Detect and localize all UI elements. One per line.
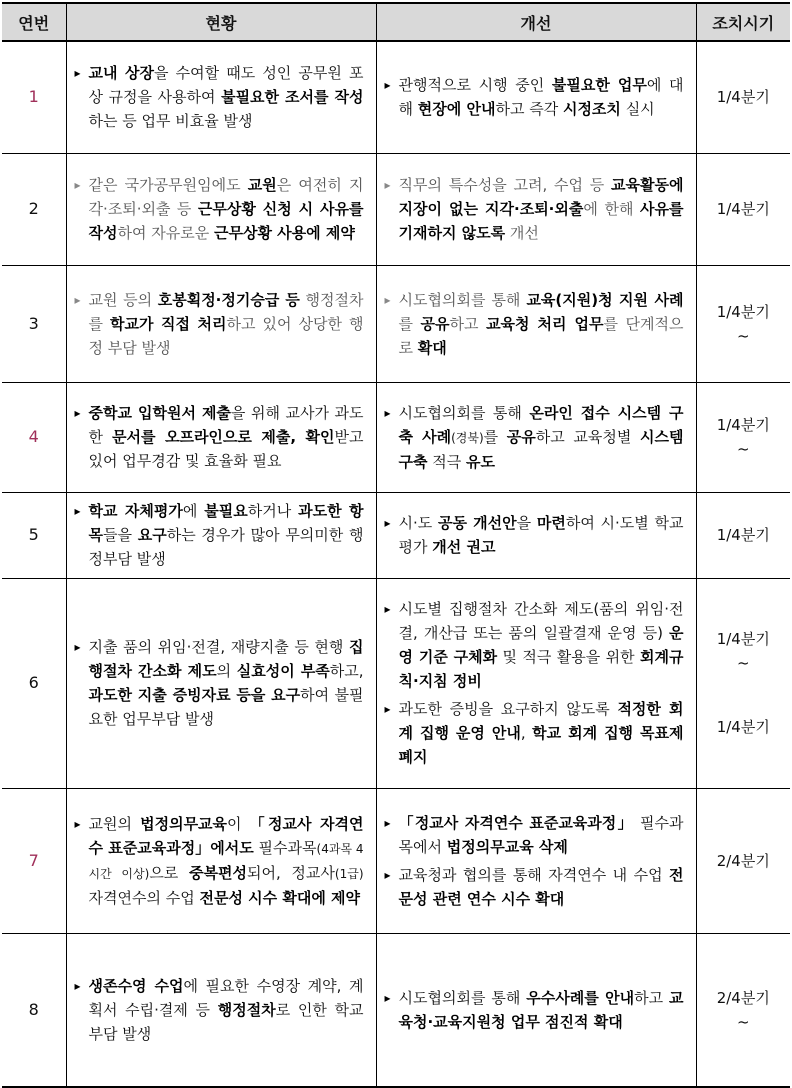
bold-text: 교원 [247, 176, 277, 194]
table-row [2, 578, 790, 788]
timing-value: 1/4분기 [716, 630, 770, 648]
bold-text: 교육활동에 지장이 없는 지각·조퇴·외출 [398, 176, 684, 218]
text-run: 이 [227, 814, 250, 833]
improvement-item [399, 697, 684, 769]
text-run: 행정절차를 [88, 290, 364, 333]
text-run: 시·도 [398, 514, 438, 532]
table-row [2, 933, 790, 1087]
current-status-cell [66, 492, 376, 578]
timing-value: 1/4분기 [716, 416, 770, 434]
text-run: 직무의 특수성을 고려, 수업 등 [398, 176, 612, 194]
header-current: 현황 [66, 3, 376, 41]
bold-text: 중복편성 [189, 863, 247, 882]
text-run: 을 위해 교사가 과도한 [88, 404, 364, 446]
improvement-item [399, 401, 684, 474]
timing-value: 1/4분기 [716, 526, 770, 544]
bold-text: 행정절차 [217, 1000, 276, 1019]
text-run: 하고 교육청별 [535, 427, 641, 446]
row-number: 2 [2, 153, 66, 265]
text-run: 과도한 증빙을 요구하지 않도록 [398, 700, 618, 718]
timing-value: 1/4분기 [716, 302, 770, 321]
text-run: 를 단계적으로 [398, 314, 684, 357]
text-run: 하는 등 업무 비효율 발생 [88, 112, 253, 131]
current-status-cell [66, 153, 376, 265]
current-item [89, 635, 364, 731]
improvement-cell [376, 382, 696, 492]
text-run: 로 인한 학교 부담 발생 [88, 1000, 364, 1043]
text-run: 하고, [329, 662, 364, 680]
timing-cell [696, 41, 790, 153]
timing-gap [697, 675, 791, 715]
text-run: 시도별 집행절차 간소화 제도(품의 위임·전결, 개산급 또는 품의 일괄결재 운영 등) [398, 600, 684, 642]
bold-text: 전문성 시수 확대에 제약 [199, 888, 361, 907]
bold-text: 시스템 구축 [398, 427, 684, 471]
bold-text: 교육(지원)청 지원 사례 [526, 290, 684, 309]
current-status-cell [66, 578, 376, 788]
bold-text: 중학교 입학원서 제출 [88, 404, 231, 422]
text-run: 받고 있어 업무경감 및 효율화 필요 [88, 428, 364, 470]
row-number: 1 [2, 41, 66, 153]
improvement-item [399, 811, 684, 859]
timing-cell [696, 933, 790, 1087]
header-timing: 조치시기 [696, 3, 790, 41]
improvement-item [399, 73, 684, 121]
text-run: 에 대해 [398, 76, 684, 119]
bold-text: 법정의무교육 삭제 [446, 837, 568, 856]
row-number: 8 [2, 933, 66, 1087]
improvement-item [399, 173, 684, 245]
text-run: 하고 [449, 314, 487, 333]
current-item [89, 974, 364, 1046]
bold-text: 과도한 지출 증빙자료 등을 요구 [88, 686, 301, 704]
text-run: (1급) [334, 866, 364, 881]
text-run: 및 적극 활용을 위한 [497, 648, 641, 666]
text-run: 은 여전히 지각·조퇴·외출 등 [88, 176, 364, 218]
timing-cell [696, 265, 790, 382]
timing-value: 2/4분기 [716, 851, 770, 870]
timing-value: ~ [736, 1012, 750, 1031]
bold-text: 불필요한 업무 [551, 76, 647, 95]
bold-text: 확대 [417, 338, 447, 357]
text-run: 을 수여할 때도 성인 공무원 포상 규정을 사용하여 [88, 64, 364, 107]
text-run: 으로 [149, 863, 189, 882]
improvement-cell [376, 153, 696, 265]
bold-text: 사유를 기재하지 않도록 [398, 200, 684, 242]
text-run: 하는 경우가 많아 무의미한 행정부담 발생 [88, 526, 364, 568]
timing-cell [696, 578, 790, 788]
table-row [2, 41, 790, 153]
text-run: 관행적으로 시행 중인 [398, 76, 552, 95]
improvement-cell [376, 41, 696, 153]
text-run: 하여 시·도별 학교평가 [398, 514, 684, 556]
bold-text: 우수사례를 안내 [526, 988, 635, 1007]
text-run: 하고 있어 상당한 행정 부담 발생 [88, 314, 364, 357]
bold-text: 공동 개선안 [437, 514, 517, 532]
text-run: 하고 즉각 [495, 100, 563, 119]
text-run: 실시 [620, 100, 655, 119]
bold-text: 마련 [536, 514, 566, 532]
bold-text: 전문성 관련 연수 시수 확대 [398, 865, 684, 908]
table-body [2, 41, 790, 1087]
text-run: 하여 불필요한 업무부담 발생 [88, 686, 364, 728]
row-number: 4 [2, 382, 66, 492]
text-run: 에 한해 [583, 200, 641, 218]
current-status-cell [66, 382, 376, 492]
bold-text: 교내 상장 [88, 64, 155, 83]
text-run: 에 [182, 502, 205, 520]
bold-text: 운영 기준 구체화 [398, 624, 684, 666]
header-improvement: 개선 [376, 3, 696, 41]
reform-table [2, 2, 790, 1088]
text-run: 에 필요한 수영장 계약, 계획서 수립·결제 등 [88, 976, 364, 1019]
text-run: , [520, 724, 533, 742]
timing-cell [696, 153, 790, 265]
row-number: 7 [2, 788, 66, 933]
row-number: 3 [2, 265, 66, 382]
timing-cell [696, 492, 790, 578]
improvement-item [399, 986, 684, 1034]
current-item [89, 288, 364, 360]
timing-value: 2/4분기 [716, 988, 770, 1007]
bold-text: 유도 [466, 452, 495, 471]
bold-text: 개선 권고 [432, 538, 496, 556]
improvement-cell [376, 933, 696, 1087]
bold-text: 집행절차 간소화 제도 [88, 638, 364, 680]
bold-text: 「정교사 자격연수 표준교육과정」에서도 [88, 814, 364, 857]
current-item [89, 173, 364, 245]
improvement-cell [376, 788, 696, 933]
improvement-cell [376, 265, 696, 382]
bold-text: 「정교사 자격연수 표준교육과정」 [398, 813, 634, 832]
timing-cell [696, 382, 790, 492]
text-run: 시도협의회를 통해 [398, 403, 530, 422]
bold-text: 실효성이 부족 [236, 662, 330, 680]
current-status-cell [66, 933, 376, 1087]
bold-text: 법정의무교육 [140, 814, 228, 833]
current-status-cell [66, 788, 376, 933]
bold-text: 호봉획정·정기승급 등 [157, 290, 300, 309]
bold-text: 문서를 오프라인으로 제출, 확인 [112, 428, 335, 446]
timing-value: ~ [736, 440, 750, 458]
text-run: 필수과목 [253, 838, 317, 857]
bold-text: 온라인 접수 시스템 구축 사례 [398, 403, 684, 446]
bold-text: 교육청 처리 업무 [486, 314, 604, 333]
text-run: 같은 국가공무원임에도 [88, 176, 248, 194]
improvement-item [399, 863, 684, 911]
timing-value: ~ [736, 654, 750, 672]
bold-text: 근무상황 사용에 제약 [213, 224, 355, 242]
bold-text: 공유 [506, 427, 536, 446]
text-run: 의 [216, 662, 237, 680]
bold-text: 학교가 직접 처리 [110, 314, 227, 333]
text-run: 들을 [103, 526, 138, 544]
current-item [89, 401, 364, 473]
text-run: 시도협의회를 통해 [398, 988, 527, 1007]
improvement-item [399, 288, 684, 360]
text-run: 되어, 정교사 [246, 863, 335, 882]
table-row [2, 788, 790, 933]
header-no: 연번 [2, 3, 66, 41]
bold-text: 불필요 [204, 502, 248, 520]
improvement-cell [376, 578, 696, 788]
row-number: 5 [2, 492, 66, 578]
bold-text: 적정한 회계 집행 운영 안내 [398, 700, 684, 742]
current-item [89, 499, 364, 571]
table-row [2, 382, 790, 492]
current-status-cell [66, 265, 376, 382]
bold-text: 공유 [420, 314, 450, 333]
table-row [2, 492, 790, 578]
bold-text: 현장에 안내 [417, 100, 496, 119]
current-item [89, 812, 364, 910]
text-run: 교원의 [88, 814, 141, 833]
timing-cell [696, 788, 790, 933]
timing-value: 1/4분기 [716, 88, 770, 107]
header-row [2, 3, 790, 41]
text-run: 하거나 [247, 502, 299, 520]
bold-text: 학교 자체평가 [88, 502, 183, 520]
current-item [89, 61, 364, 133]
bold-text: 불필요한 조서를 작성 [221, 88, 364, 107]
text-run: 개선 [505, 224, 539, 242]
bold-text: 근무상황 신청 시 사유를 작성 [88, 200, 364, 242]
text-run: 자격연수의 수업 [88, 888, 200, 907]
bold-text: 회계규칙·지침 정비 [398, 648, 684, 690]
text-run: 를 [398, 314, 421, 333]
timing-value: 1/4분기 [716, 200, 770, 218]
text-run: 하고 [634, 988, 669, 1007]
text-run: 하여 자유로운 [117, 224, 214, 242]
text-run: 을 [516, 514, 537, 532]
bold-text: 과도한 항목 [88, 502, 364, 544]
timing-value: 1/4분기 [716, 718, 770, 736]
improvement-item [399, 597, 684, 693]
text-run: 지출 품의 위임·전결, 재량지출 등 현행 [88, 638, 349, 656]
row-number: 6 [2, 578, 66, 788]
text-run: 교원 등의 [88, 290, 158, 309]
bold-text: 시정조치 [562, 100, 621, 119]
text-run: 시도협의회를 통해 [398, 290, 527, 309]
table-row [2, 265, 790, 382]
bold-text: 요구 [137, 526, 167, 544]
timing-value: ~ [736, 326, 750, 345]
table-row [2, 153, 790, 265]
bold-text: 교육청·교육지원청 업무 점진적 확대 [398, 988, 684, 1031]
current-status-cell [66, 41, 376, 153]
bold-text: 학교 회계 집행 목표제 폐지 [398, 724, 684, 766]
improvement-item [399, 511, 684, 559]
text-run: 필수과목에서 [398, 813, 684, 856]
text-run: 교육청과 협의를 통해 자격연수 내 수업 [398, 865, 669, 884]
text-run: 를 [483, 427, 507, 446]
improvement-cell [376, 492, 696, 578]
text-run: (4과목 4시간 이상) [88, 841, 364, 881]
text-run: (경북) [451, 430, 484, 445]
text-run: 적극 [427, 452, 467, 471]
bold-text: 생존수영 수업 [88, 976, 184, 995]
